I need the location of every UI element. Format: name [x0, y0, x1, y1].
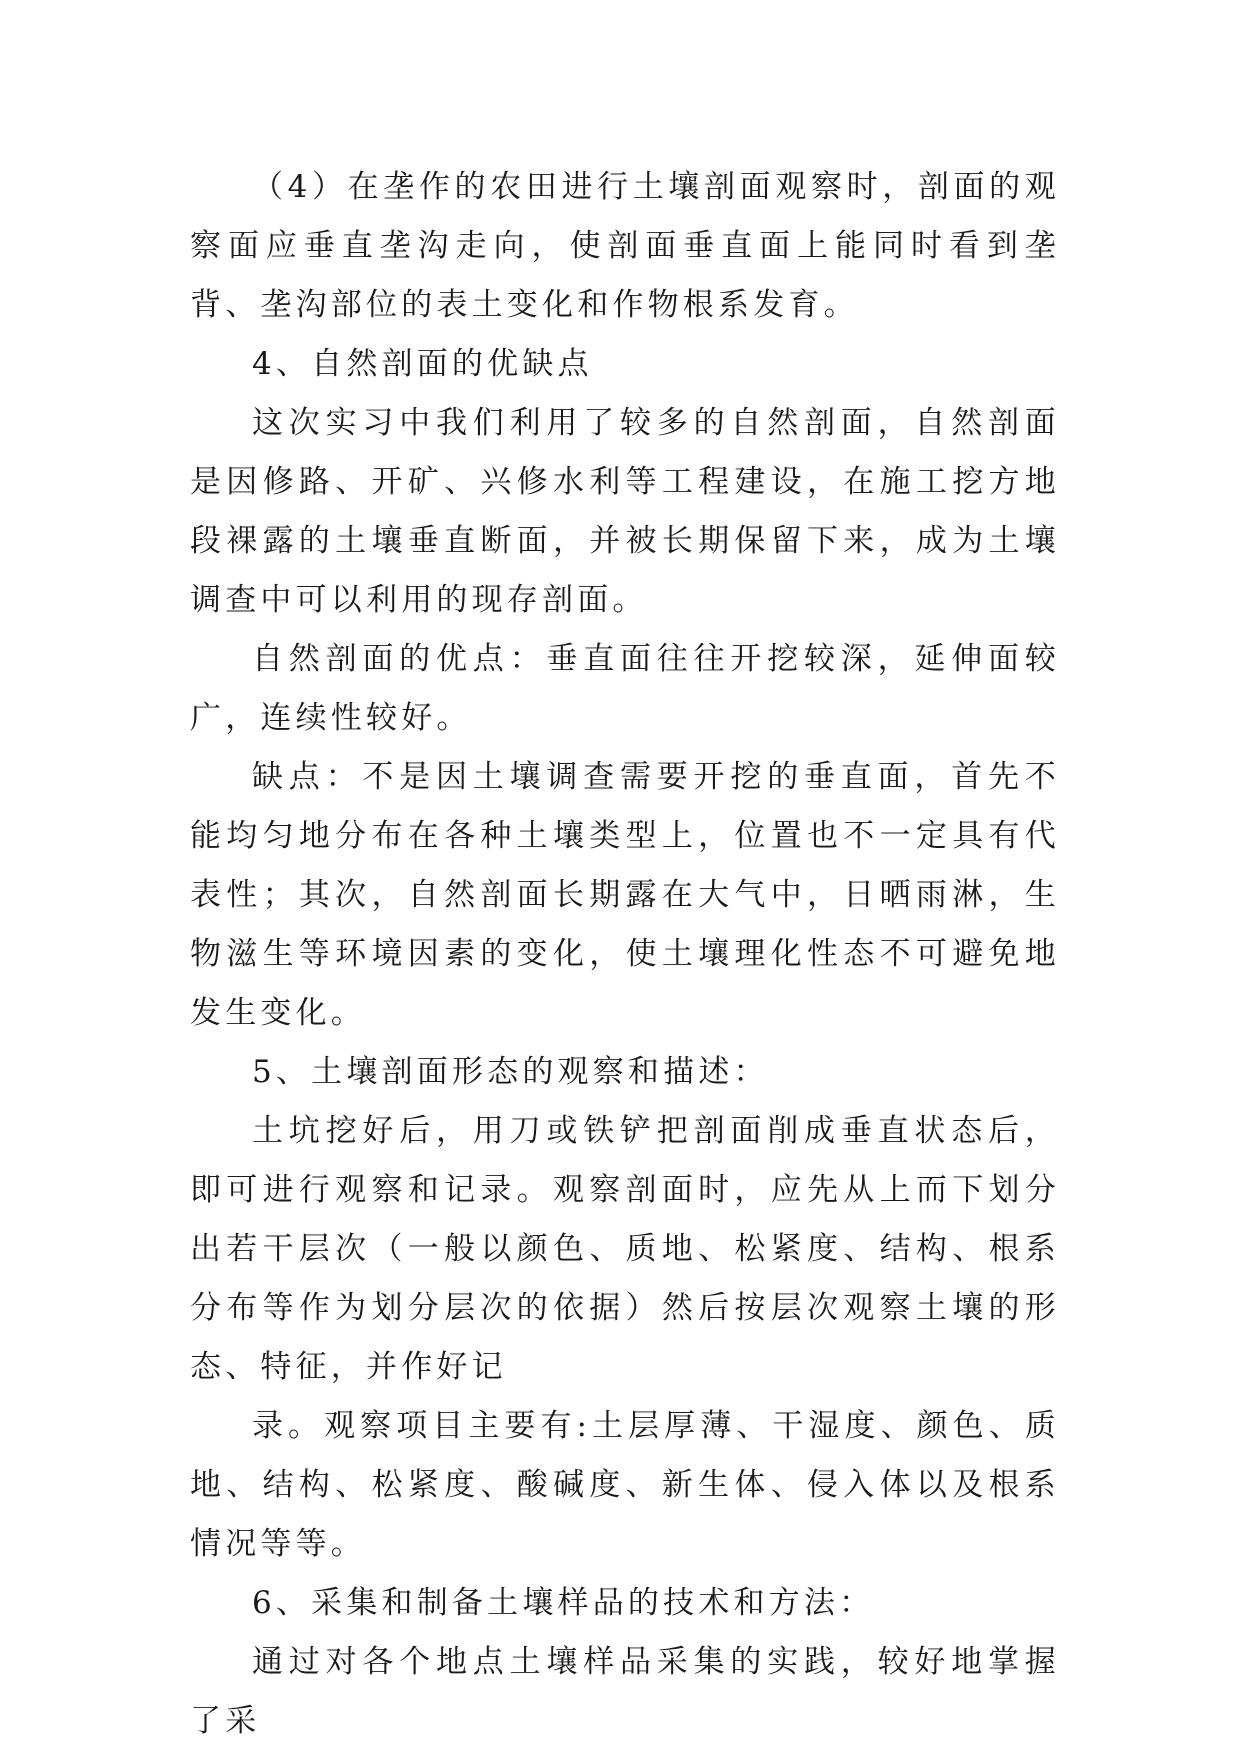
document-body	[190, 158, 1060, 1751]
paragraph-profile-observation: 土坑挖好后，用刀或铁铲把剖面削成垂直状态后，即可进行观察和记录。观察剖面时，应先从上而下划分出若干层次（一般以颜色、质地、松紧度、结构、根系分布等作为划分层次的依据）然后按层次观察土壤的形态、特征，并作好记	[190, 1113, 1060, 1385]
paragraph-natural-profile-intro: 这次实习中我们利用了较多的自然剖面，自然剖面是因修路、开矿、兴修水利等工程建设，在施工挖方地段裸露的土壤垂直断面，并被长期保留下来，成为土壤调查中可以利用的现存剖面。	[190, 405, 1060, 618]
paragraph-sample-collection: 通过对各个地点土壤样品采集的实践，较好地掌握了采	[190, 1644, 1060, 1739]
heading-sample-collection: 6、采集和制备土壤样品的技术和方法：	[252, 1585, 875, 1621]
paragraph-natural-profile-disadvantages: 缺点：不是因土壤调查需要开挖的垂直面，首先不能均匀地分布在各种土壤类型上，位置也不一定具有代表性；其次，自然剖面长期露在大气中，日晒雨淋，生物滋生等环境因素的变化，使土壤理化性态不可避免地发生变化。	[190, 759, 1060, 1031]
heading-natural-profile-pros-cons: 4、自然剖面的优缺点	[252, 346, 593, 382]
paragraph-ridge-profile: （4）在垄作的农田进行土壤剖面观察时，剖面的观察面应垂直垄沟走向，使剖面垂直面上能同时看到垄背、垄沟部位的表土变化和作物根系发育。	[190, 169, 1060, 323]
paragraph-observation-items: 录。观察项目主要有:土层厚薄、干湿度、颜色、质地、结构、松紧度、酸碱度、新生体、侵入体以及根系情况等等。	[190, 1408, 1060, 1562]
paragraph-natural-profile-advantages: 自然剖面的优点：垂直面往往开挖较深，延伸面较广，连续性较好。	[190, 641, 1060, 736]
heading-profile-observation: 5、土壤剖面形态的观察和描述：	[252, 1054, 769, 1090]
